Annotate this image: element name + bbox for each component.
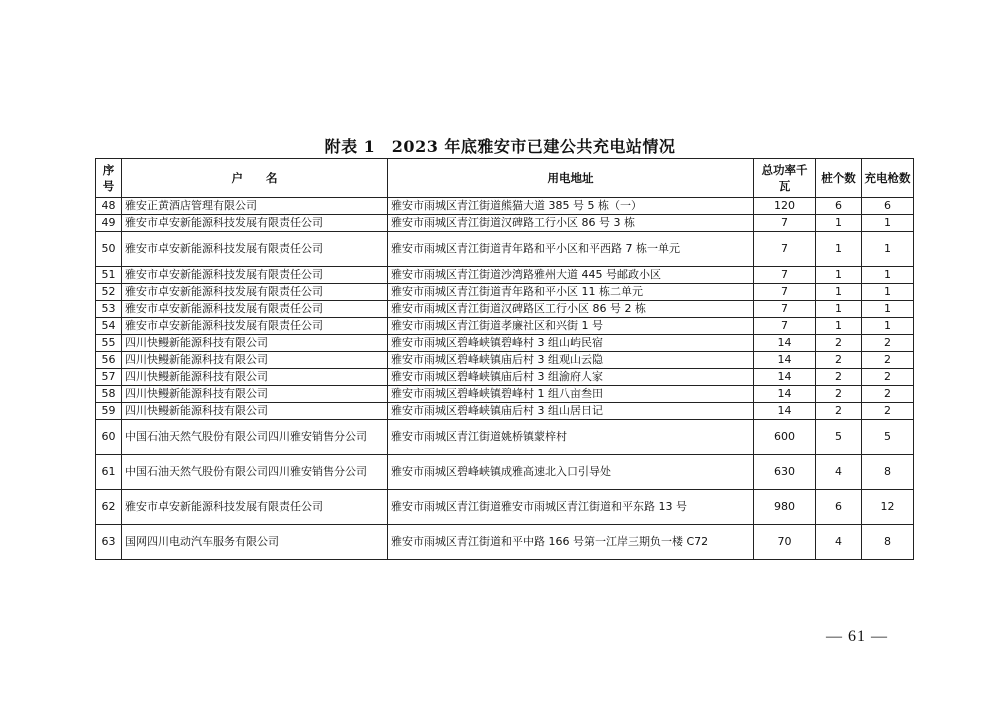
row-address: 雅安市雨城区碧峰峡镇成雅高速北入口引导处: [388, 455, 754, 490]
row-index: 62: [96, 490, 122, 525]
row-guns: 1: [862, 232, 914, 267]
row-address: 雅安市雨城区碧峰峡镇庙后村 3 组渝府人家: [388, 369, 754, 386]
row-piles: 1: [816, 215, 862, 232]
charging-station-table: [95, 158, 914, 560]
table-row: [96, 215, 914, 232]
row-guns: 8: [862, 455, 914, 490]
row-guns: 1: [862, 215, 914, 232]
row-guns: 2: [862, 335, 914, 352]
header-power: 总功率千瓦: [754, 159, 816, 198]
row-piles: 2: [816, 403, 862, 420]
row-address: 雅安市雨城区青江街道青年路和平小区 11 栋二单元: [388, 284, 754, 301]
row-piles: 1: [816, 284, 862, 301]
row-name: 国网四川电动汽车服务有限公司: [122, 525, 388, 560]
row-guns: 1: [862, 318, 914, 335]
row-power: 14: [754, 369, 816, 386]
row-piles: 1: [816, 318, 862, 335]
row-name: 雅安市卓安新能源科技发展有限责任公司: [122, 490, 388, 525]
row-index: 55: [96, 335, 122, 352]
table-row: [96, 369, 914, 386]
table-row: [96, 232, 914, 267]
row-piles: 2: [816, 352, 862, 369]
row-index: 63: [96, 525, 122, 560]
table-row: [96, 386, 914, 403]
row-name: 雅安市卓安新能源科技发展有限责任公司: [122, 318, 388, 335]
table-header-row: [96, 159, 914, 198]
row-piles: 1: [816, 267, 862, 284]
row-piles: 2: [816, 386, 862, 403]
row-address: 雅安市雨城区青江街道汉碑路工行小区 86 号 3 栋: [388, 215, 754, 232]
row-guns: 5: [862, 420, 914, 455]
table-row: [96, 352, 914, 369]
row-power: 600: [754, 420, 816, 455]
table-row: [96, 318, 914, 335]
row-piles: 1: [816, 232, 862, 267]
row-address: 雅安市雨城区青江街道青年路和平小区和平西路 7 栋一单元: [388, 232, 754, 267]
row-piles: 4: [816, 455, 862, 490]
row-address: 雅安市雨城区青江街道沙湾路雅州大道 445 号邮政小区: [388, 267, 754, 284]
row-name: 雅安正黄酒店管理有限公司: [122, 198, 388, 215]
row-index: 54: [96, 318, 122, 335]
table-row: [96, 525, 914, 560]
row-power: 70: [754, 525, 816, 560]
row-index: 58: [96, 386, 122, 403]
page-number: — 61 —: [826, 628, 888, 645]
row-power: 7: [754, 284, 816, 301]
row-index: 50: [96, 232, 122, 267]
table-row: [96, 335, 914, 352]
table-row: [96, 403, 914, 420]
row-name: 雅安市卓安新能源科技发展有限责任公司: [122, 301, 388, 318]
row-name: 中国石油天然气股份有限公司四川雅安销售分公司: [122, 420, 388, 455]
row-power: 14: [754, 386, 816, 403]
row-index: 49: [96, 215, 122, 232]
row-index: 59: [96, 403, 122, 420]
row-address: 雅安市雨城区青江街道孝廉社区和兴街 1 号: [388, 318, 754, 335]
header-guns: 充电枪数: [862, 159, 914, 198]
row-address: 雅安市雨城区青江街道雅安市雨城区青江街道和平东路 13 号: [388, 490, 754, 525]
row-power: 120: [754, 198, 816, 215]
row-power: 7: [754, 232, 816, 267]
row-guns: 12: [862, 490, 914, 525]
row-guns: 2: [862, 386, 914, 403]
row-guns: 6: [862, 198, 914, 215]
row-power: 7: [754, 318, 816, 335]
row-index: 51: [96, 267, 122, 284]
row-name: 四川快鳗新能源科技有限公司: [122, 403, 388, 420]
row-power: 14: [754, 352, 816, 369]
row-power: 14: [754, 403, 816, 420]
row-name: 四川快鳗新能源科技有限公司: [122, 335, 388, 352]
row-guns: 2: [862, 352, 914, 369]
header-address: 用电地址: [388, 159, 754, 198]
row-address: 雅安市雨城区青江街道汉碑路区工行小区 86 号 2 栋: [388, 301, 754, 318]
header-piles: 桩个数: [816, 159, 862, 198]
row-address: 雅安市雨城区碧峰峡镇碧峰村 3 组山屿民宿: [388, 335, 754, 352]
table-row: [96, 490, 914, 525]
row-address: 雅安市雨城区碧峰峡镇碧峰村 1 组八亩叁田: [388, 386, 754, 403]
row-name: 四川快鳗新能源科技有限公司: [122, 369, 388, 386]
table-row: [96, 455, 914, 490]
row-power: 7: [754, 301, 816, 318]
row-name: 四川快鳗新能源科技有限公司: [122, 386, 388, 403]
row-guns: 2: [862, 403, 914, 420]
header-name: 户 名: [122, 159, 388, 198]
row-power: 630: [754, 455, 816, 490]
row-piles: 2: [816, 369, 862, 386]
row-index: 53: [96, 301, 122, 318]
row-guns: 1: [862, 284, 914, 301]
row-piles: 6: [816, 490, 862, 525]
table-row: [96, 267, 914, 284]
row-index: 57: [96, 369, 122, 386]
table-row: [96, 420, 914, 455]
row-index: 60: [96, 420, 122, 455]
table-row: [96, 301, 914, 318]
row-name: 雅安市卓安新能源科技发展有限责任公司: [122, 215, 388, 232]
table-title: 附表 1 2023 年底雅安市已建公共充电站情况: [324, 137, 676, 156]
row-address: 雅安市雨城区碧峰峡镇庙后村 3 组观山云隐: [388, 352, 754, 369]
row-piles: 5: [816, 420, 862, 455]
row-index: 56: [96, 352, 122, 369]
row-piles: 1: [816, 301, 862, 318]
row-power: 980: [754, 490, 816, 525]
row-piles: 4: [816, 525, 862, 560]
row-index: 52: [96, 284, 122, 301]
row-guns: 8: [862, 525, 914, 560]
row-name: 雅安市卓安新能源科技发展有限责任公司: [122, 284, 388, 301]
row-guns: 2: [862, 369, 914, 386]
row-guns: 1: [862, 267, 914, 284]
row-piles: 2: [816, 335, 862, 352]
row-index: 48: [96, 198, 122, 215]
row-power: 7: [754, 215, 816, 232]
row-address: 雅安市雨城区青江街道姚桥镇蒙梓村: [388, 420, 754, 455]
row-name: 中国石油天然气股份有限公司四川雅安销售分公司: [122, 455, 388, 490]
row-address: 雅安市雨城区青江街道熊猫大道 385 号 5 栋（一）: [388, 198, 754, 215]
table-row: [96, 284, 914, 301]
row-index: 61: [96, 455, 122, 490]
table-row: [96, 198, 914, 215]
row-address: 雅安市雨城区碧峰峡镇庙后村 3 组山居日记: [388, 403, 754, 420]
row-guns: 1: [862, 301, 914, 318]
row-address: 雅安市雨城区青江街道和平中路 166 号第一江岸三期负一楼 C72: [388, 525, 754, 560]
row-power: 7: [754, 267, 816, 284]
row-piles: 6: [816, 198, 862, 215]
row-name: 四川快鳗新能源科技有限公司: [122, 352, 388, 369]
row-name: 雅安市卓安新能源科技发展有限责任公司: [122, 232, 388, 267]
row-name: 雅安市卓安新能源科技发展有限责任公司: [122, 267, 388, 284]
row-power: 14: [754, 335, 816, 352]
header-index: 序号: [96, 159, 122, 198]
